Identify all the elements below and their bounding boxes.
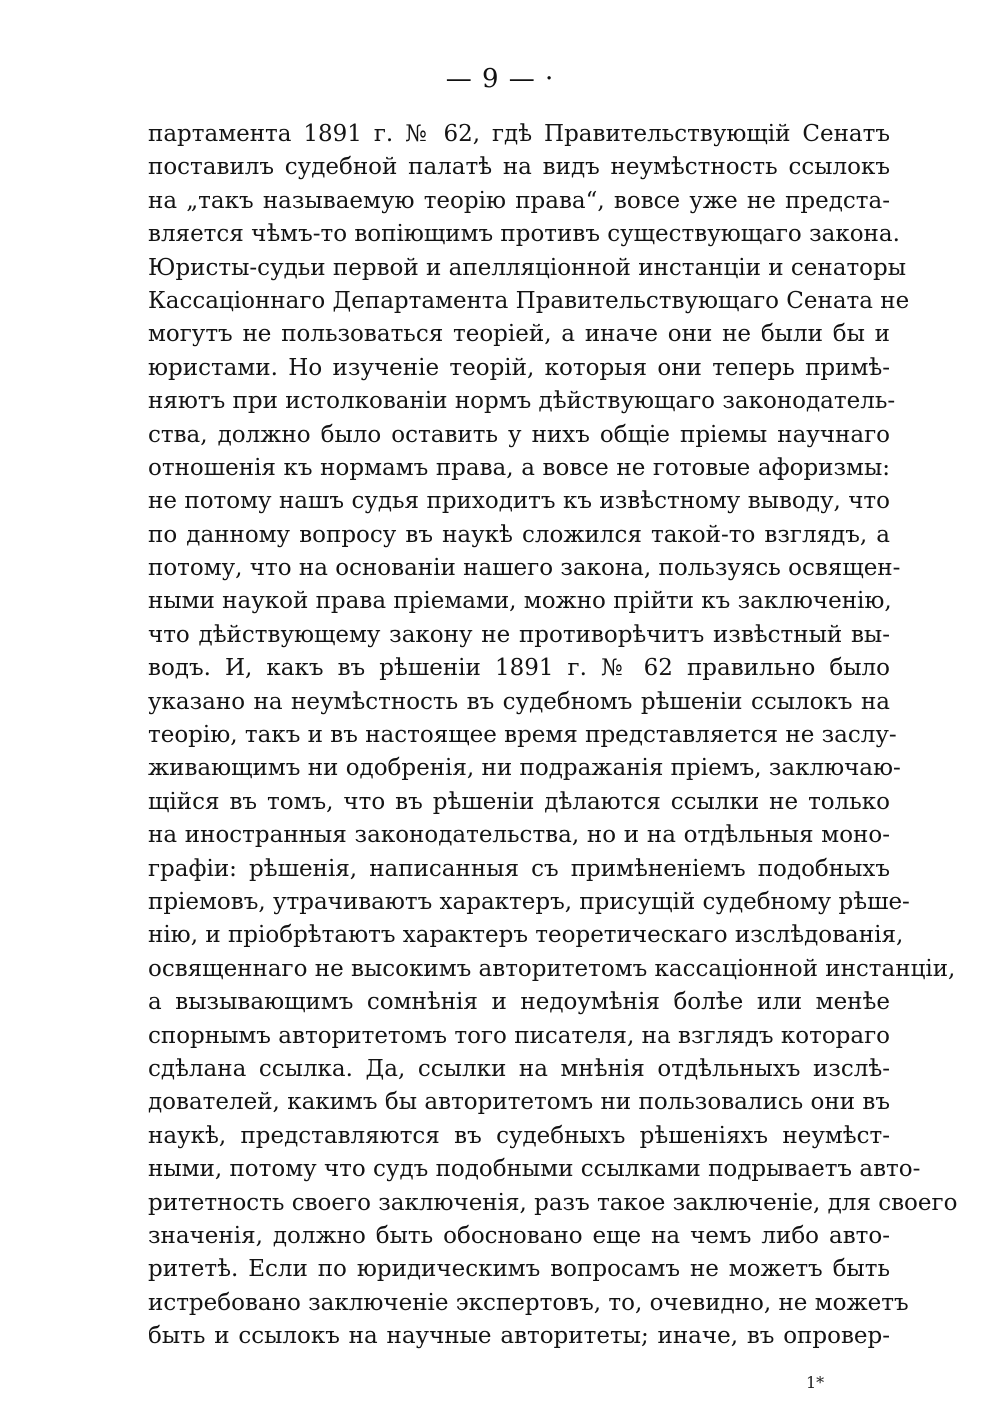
text-line: потому, что на основаніи нашего закона, пользуясь освящен- [148,555,901,582]
text-line: поставилъ судебной палатѣ на видъ неумѣстность ссылокъ [148,154,890,181]
text-line: щійся въ томъ, что въ рѣшеніи дѣлаются ссылки не только [148,788,890,815]
text-line: вляется чѣмъ-то вопіющимъ противъ существующаго закона. [148,221,900,248]
text-line: наукѣ, представляются въ судебныхъ рѣшеніяхъ неумѣст- [148,1122,890,1149]
text-line: ритетность своего заключенія, разъ такое заключеніе, для своего [148,1189,958,1216]
text-line: не потому нашъ судья приходитъ къ извѣстному выводу, что [148,488,890,515]
text-line: сдѣлана ссылка. Да, ссылки на мнѣнія отдѣльныхъ изслѣ- [148,1055,890,1082]
text-line: на „такъ называемую теорію права“, вовсе уже не предста- [148,187,890,214]
text-line: отношенія къ нормамъ права, а вовсе не готовые афоризмы: [148,454,890,481]
text-line: могутъ не пользоваться теоріей, а иначе они не были бы и [148,321,890,348]
text-line: водъ. И, какъ въ рѣшеніи 1891 г. № 62 правильно было [148,655,890,682]
body-text [148,118,958,1353]
text-line: живающимъ ни одобренія, ни подражанія пріемъ, заключаю- [148,755,901,782]
text-line: нію, и пріобрѣтаютъ характеръ теоретическаго изслѣдованія, [148,922,904,949]
text-line: Кассаціоннаго Департамента Правительствующаго Сената не [148,287,910,314]
text-line: Юристы-судьи первой и апелляціонной инстанціи и сенаторы [148,254,907,281]
text-line: партамента 1891 г. № 62, гдѣ Правительствующій Сенатъ [148,121,890,147]
text-line: пріемовъ, утрачиваютъ характеръ, присущій судебному рѣше- [148,888,910,915]
text-line: дователей, какимъ бы авторитетомъ ни пользовались они въ [148,1089,890,1116]
text-line: освященнаго не высокимъ авторитетомъ кассаціонной инстанціи, [148,955,956,982]
text-line: быть и ссылокъ на научные авторитеты; иначе, въ опровер- [148,1323,890,1350]
text-line: юристами. Но изученіе теорій, которыя они теперь примѣ- [148,354,890,381]
text-line: няютъ при истолкованіи нормъ дѣйствующаго законодатель- [148,388,896,415]
text-line: ства, должно было оставить у нихъ общіе пріемы научнаго [148,421,890,448]
text-line: теорію, такъ и въ настоящее время представляется не заслу- [148,722,897,749]
text-line: графіи: рѣшенія, написанныя съ примѣненіемъ подобныхъ [148,855,890,882]
text-line: что дѣйствующему закону не противорѣчитъ извѣстный вы- [148,621,890,648]
text-line: указано на неумѣстность въ судебномъ рѣшеніи ссылокъ на [148,688,890,715]
text-line: ритетѣ. Если по юридическимъ вопросамъ не можетъ быть [148,1256,890,1283]
text-line: спорнымъ авторитетомъ того писателя, на взглядъ котораго [148,1022,890,1049]
text-line: по данному вопросу въ наукѣ сложился такой-то взглядъ, а [148,521,890,548]
text-line: на иностранныя законодательства, но и на отдѣльныя моно- [148,822,890,849]
text-line: истребовано заключеніе экспертовъ, то, очевидно, не можетъ [148,1289,909,1316]
text-line: значенія, должно быть обосновано еще на чемъ либо авто- [148,1222,890,1249]
text-line: а вызывающимъ сомнѣнія и недоумѣнія болѣе или менѣе [148,989,890,1016]
page-number-header: — 9 — · [445,64,555,94]
text-line: ными наукой права пріемами, можно прійти къ заключенію, [148,588,892,615]
printer-signature-mark: 1* [806,1373,825,1392]
text-line: ными, потому что судъ подобными ссылками подрываетъ авто- [148,1156,921,1183]
